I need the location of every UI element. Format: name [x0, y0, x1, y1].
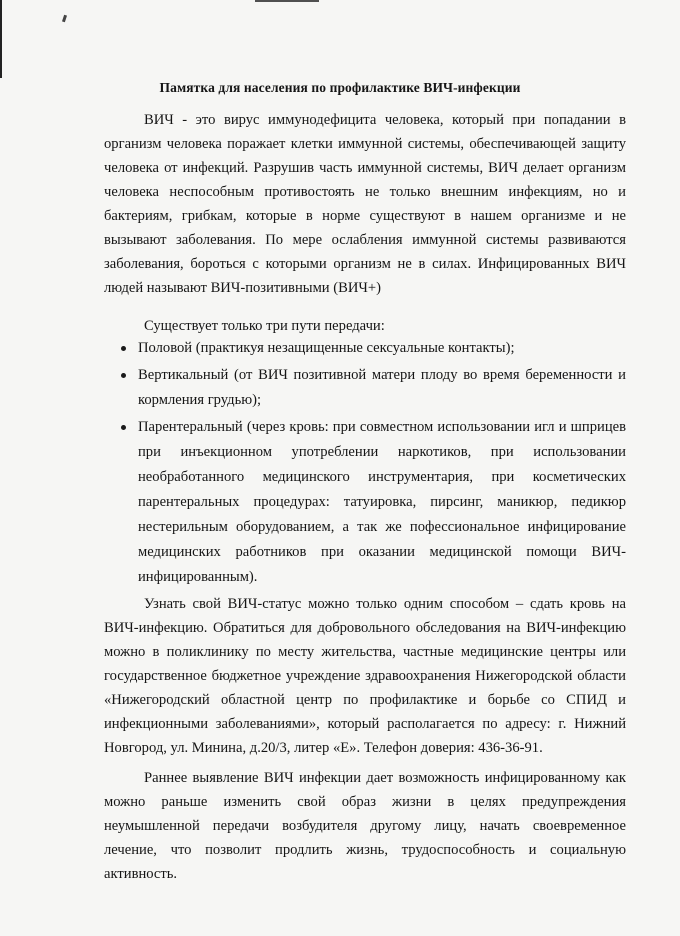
bullet-icon	[121, 425, 126, 430]
list-item-text: Вертикальный (от ВИЧ позитивной матери плоду во время беременности и кормления грудью);	[138, 367, 626, 408]
scan-edge-mark	[0, 0, 2, 78]
list-item	[118, 415, 626, 590]
bullet-icon	[121, 373, 126, 378]
list-item	[118, 363, 626, 413]
bullet-icon	[121, 346, 126, 351]
transmission-ways-list	[118, 336, 626, 592]
paragraph-early-detection: Раннее выявление ВИЧ инфекции дает возможность инфицированному как можно раньше изменить свой образ жизни в целях предупреждения неумышленной передачи возбудителя другому лицу, начать своевременное лечение, что позволит продлить жизнь, трудоспособность и социальную активность.	[104, 770, 626, 882]
paragraph-testing-info: Узнать свой ВИЧ-статус можно только одним способом – сдать кровь на ВИЧ-инфекцию. Обратиться для добровольного обследования на ВИЧ-инфекцию можно в поликлинику по месту жительства, частные медицинские центры или государственное бюджетное учреждение здравоохранения Нижегородской области «Нижегородский областной центр по профилактике и борьбе со СПИД и инфекционными заболеваниями», который располагается по адресу: г. Нижний Новгород, ул. Минина, д.20/3, литер «Е». Телефон доверия: 436-36-91.	[104, 596, 626, 756]
list-item-text: Половой (практикуя незащищенные сексуальные контакты);	[138, 340, 515, 356]
list-item-text: Парентеральный (через кровь: при совместном использовании игл и шприцев при инъекционном употреблении наркотиков, при использовании необработанного медицинского инструментария, при косметических парентеральных процедурах: татуировка, пирсинг, маникюр, педикюр нестерильным оборудованием, а так же пофессиональное инфицирование медицинских работников при оказании медицинской помощи ВИЧ-инфицированным).	[138, 419, 626, 585]
scan-speck	[62, 15, 67, 23]
list-item	[118, 336, 626, 361]
paragraph-hiv-definition: ВИЧ - это вирус иммунодефицита человека, который при попадании в организм человека поражает клетки иммунной системы, обеспечивающей защиту человека от инфекций. Разрушив часть иммунной системы, ВИЧ делает организм человека неспособным противостоять не только внешним инфекциям, но и бактериям, грибкам, которые в норме существуют в нашем организме и не вызывают заболевания. По мере ослабления иммунной системы развиваются заболевания, бороться с которыми организм не в силах. Инфицированных ВИЧ людей называют ВИЧ-позитивными (ВИЧ+)	[104, 112, 626, 296]
transmission-ways-intro: Существует только три пути передачи:	[144, 318, 385, 334]
scan-top-mark	[255, 0, 319, 2]
document-title: Памятка для населения по профилактике ВИЧ-инфекции	[159, 80, 521, 95]
